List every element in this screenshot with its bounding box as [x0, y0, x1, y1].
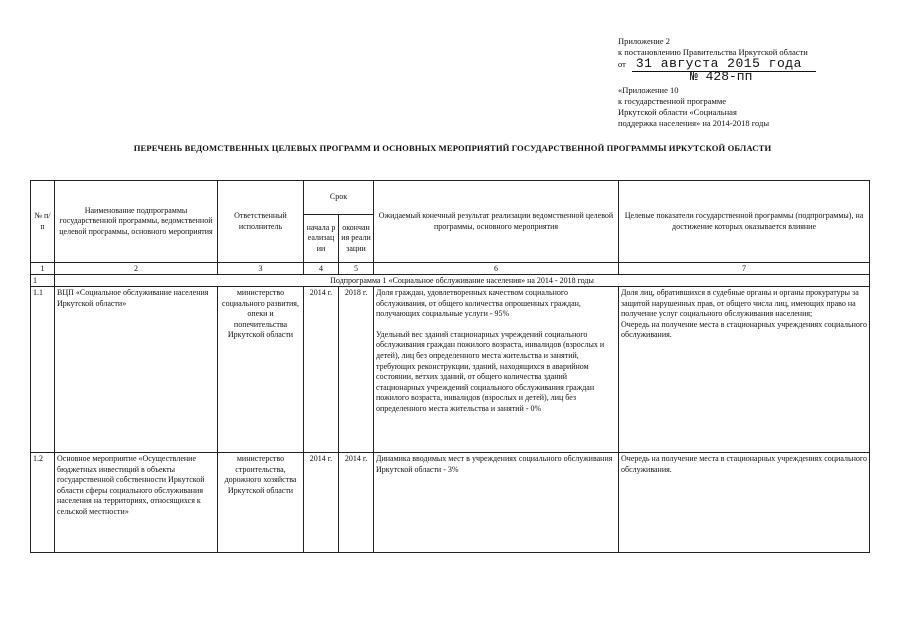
result-item: Динамика вводимых мест в учреждениях социального обслуживания Иркутской области - 3%: [376, 454, 613, 474]
row-executor: министерство строительства, дорожного хозяйства Иркутской области: [218, 453, 304, 553]
table-row: [31, 287, 870, 453]
header-targets: Целевые показатели государственной программы (подпрограммы), на достижение которых оказывается влияние: [619, 181, 870, 263]
prev-appendix-line-4: поддержка населения» на 2014-2018 годы: [618, 118, 770, 128]
header-term-start: начала реализации: [304, 215, 339, 263]
column-number: 4: [304, 263, 339, 275]
column-number: 7: [619, 263, 870, 275]
prev-appendix-line-1: «Приложение 10: [618, 85, 679, 95]
appendix-line-1: Приложение 2: [618, 36, 670, 46]
header-name: Наименование подпрограммы государственной программы, ведомственной целевой программы, основного мероприятия: [55, 181, 218, 263]
header-result: Ожидаемый конечный результат реализации ведомственной целевой программы, основного мероприятия: [374, 181, 619, 263]
appendix-block: [618, 36, 898, 129]
prev-appendix-line-3: Иркутской области «Социальная: [618, 107, 737, 117]
target-item: Очередь на получение места в стационарных учреждениях социального обслуживания.: [621, 454, 867, 474]
header-term: Срок: [304, 181, 374, 215]
table-row: [31, 453, 870, 553]
row-result: [374, 453, 619, 553]
subprogram-row: [31, 275, 870, 287]
header-executor: Ответственный исполнитель: [218, 181, 304, 263]
row-start: 2014 г.: [304, 453, 339, 553]
row-name: ВЦП «Социальное обслуживание населения Иркутской области»: [55, 287, 218, 453]
document-title: ПЕРЕЧЕНЬ ВЕДОМСТВЕННЫХ ЦЕЛЕВЫХ ПРОГРАММ И ОСНОВНЫХ МЕРОПРИЯТИЙ ГОСУДАРСТВЕННОЙ ПРОГРАММЫ ИРКУТСКОЙ ОБЛАСТИ: [133, 143, 772, 153]
decree-date: 31 августа 2015 года: [632, 56, 816, 72]
row-end: 2018 г.: [339, 287, 374, 453]
target-item: Очередь на получение места в стационарных учреждениях социального обслуживания.: [621, 319, 867, 340]
row-targets: [619, 287, 870, 453]
header-num: № п/п: [31, 181, 55, 263]
row-end: 2014 г.: [339, 453, 374, 553]
header-term-end: окончания реализации: [339, 215, 374, 263]
column-number: 1: [31, 263, 55, 275]
prev-appendix-line-2: к государственной программе: [618, 96, 727, 106]
column-number: 6: [374, 263, 619, 275]
programs-table: [30, 180, 870, 553]
result-item: Доля граждан, удовлетворенных качеством социального обслуживания, от общего количества опрошенных граждан, получающих социальные услуги - 95%: [376, 288, 581, 319]
row-result: [374, 287, 619, 453]
row-name: Основное мероприятие «Осуществление бюджетных инвестиций в объекты государственной собственности Иркутской области сферы социального обслуживания населения на территориях, относящихся к сельской местности»: [55, 453, 218, 553]
column-number: 2: [55, 263, 218, 275]
subprogram-title: Подпрограмма 1 «Социальное обслуживание населения» на 2014 - 2018 годы: [55, 275, 870, 287]
row-num: 1.1: [31, 287, 55, 453]
result-item: Удельный вес зданий стационарных учреждений социального обслуживания граждан пожилого возраста, инвалидов (взрослых и детей), лиц без определенного места жительства и занятий, требующих реконструкции, зданий, находящихся в аварийном состоянии, ветхих зданий, от общего количества зданий стационарных учреждений социального обслуживания граждан пожилого возраста, инвалидов (взрослых и детей), лиц без определенного места жительства и занятий - 0%: [376, 329, 605, 413]
column-number: 5: [339, 263, 374, 275]
row-start: 2014 г.: [304, 287, 339, 453]
row-executor: министерство социального развития, опеки и попечительства Иркутской области: [218, 287, 304, 453]
column-numbers-row: [31, 263, 870, 275]
subprogram-num: 1: [31, 275, 55, 287]
row-num: 1.2: [31, 453, 55, 553]
appendix-line-2: к постановлению Правительства Иркутской области: [618, 47, 808, 57]
decree-number-line: [618, 71, 898, 83]
decree-date-line: [618, 58, 898, 70]
decree-number: № 428-пп: [690, 69, 753, 84]
column-number: 3: [218, 263, 304, 275]
row-targets: [619, 453, 870, 553]
date-prefix: от: [618, 59, 626, 69]
target-item: Доля лиц, обратившихся в судебные органы и органы прокуратуры за защитой нарушенных прав, от общего числа лиц, имеющих право на получение услуг социального обслуживания населения;: [621, 288, 859, 319]
